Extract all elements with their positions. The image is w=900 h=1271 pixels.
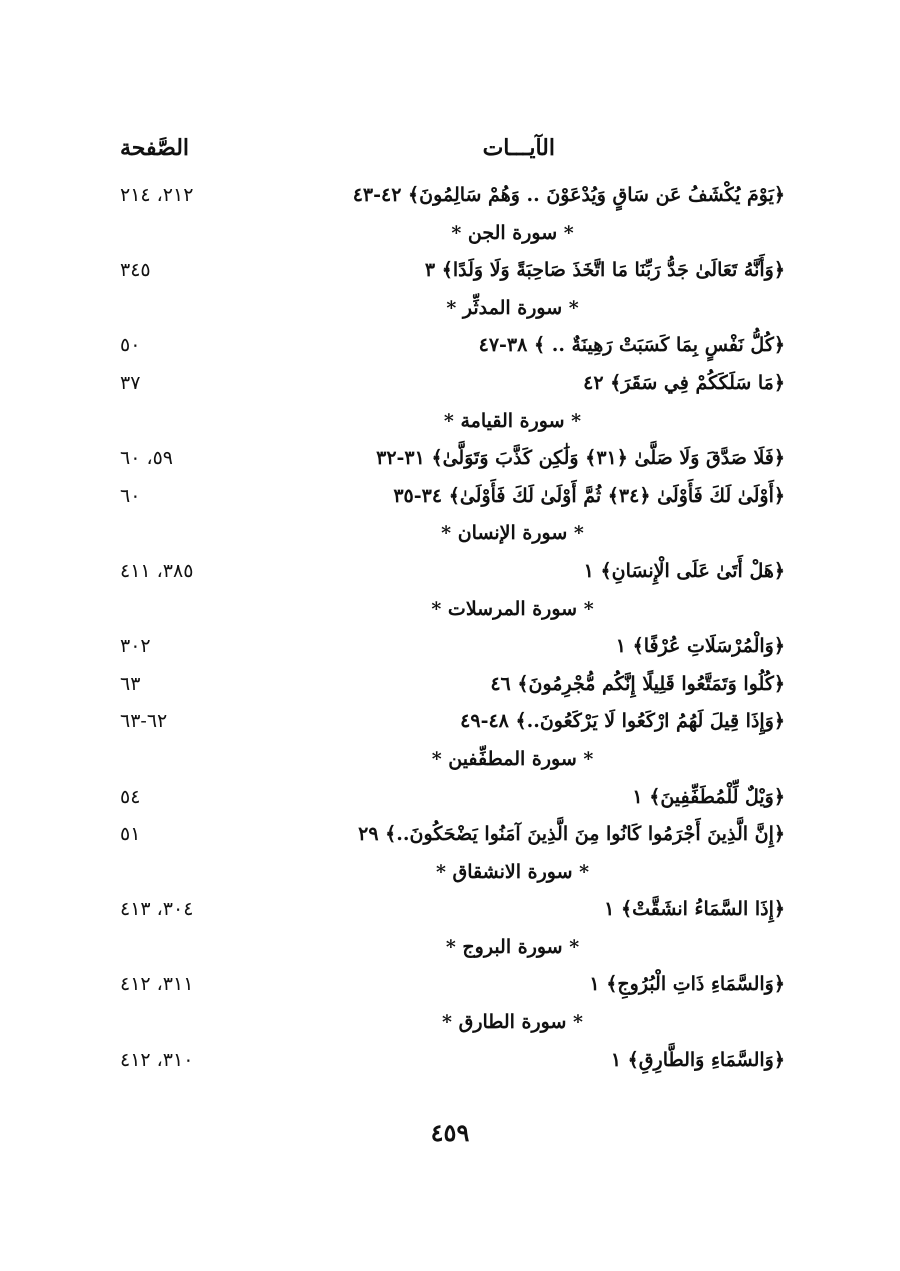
verse-text: ﴿هَلْ أَتَىٰ عَلَى الْإِنسَانِ﴾ ١	[583, 559, 785, 582]
surah-title: * سورة الانشقاق *	[435, 860, 590, 883]
page-column-header: الصَّفحة	[120, 135, 190, 161]
surah-heading	[120, 854, 785, 892]
verse-text: ﴿أَوْلَىٰ لَكَ فَأَوْلَىٰ ﴿٣٤﴾ ثُمَّ أَوْلَىٰ لَكَ فَأَوْلَىٰ﴾ ٣٤-٣٥	[393, 484, 785, 507]
verse-text: ﴿وَأَنَّهُ تَعَالَىٰ جَدُّ رَبِّنَا مَا اتَّخَذَ صَاحِبَةً وَلَا وَلَدًا﴾ ٣	[424, 259, 785, 282]
verse-row	[120, 628, 785, 666]
surah-heading	[120, 290, 785, 328]
verse-text: ﴿يَوْمَ يُكْشَفُ عَن سَاقٍ وَيُدْعَوْنَ .. وَهُمْ سَالِمُونَ﴾ ٤٢-٤٣	[352, 184, 785, 206]
verse-row	[120, 779, 785, 817]
verse-row	[120, 177, 785, 215]
page-references: ٢١٢، ٢١٤	[120, 184, 194, 206]
verse-row	[120, 252, 785, 290]
verse-text: ﴿إِنَّ الَّذِينَ أَجْرَمُوا كَانُوا مِنَ الَّذِينَ آمَنُوا يَضْحَكُونَ..﴾ ٢٩	[358, 823, 785, 846]
surah-title: * سورة الطارق *	[442, 1011, 583, 1034]
verse-row	[120, 553, 785, 591]
verse-text: ﴿وَإِذَا قِيلَ لَهُمُ ارْكَعُوا لَا يَرْكَعُونَ..﴾ ٤٨-٤٩	[460, 710, 785, 733]
verse-row	[120, 891, 785, 929]
surah-heading	[120, 215, 785, 253]
verse-row	[120, 440, 785, 478]
verse-row	[120, 816, 785, 854]
page-references: ٦٣	[120, 672, 141, 695]
page-references: ٣٤٥	[120, 259, 151, 282]
page-references: ٣٠٢	[120, 635, 151, 658]
surah-heading	[120, 741, 785, 779]
page-references: ٦٢-٦٣	[120, 710, 168, 733]
index-rows	[120, 177, 785, 1079]
verse-row	[120, 703, 785, 741]
surah-heading	[120, 929, 785, 967]
page-references: ٦٠	[120, 484, 141, 507]
verse-text: ﴿وَيْلٌ لِّلْمُطَفِّفِينَ﴾ ١	[632, 785, 785, 808]
page-references: ٣١١، ٤١٢	[120, 973, 194, 996]
verse-row	[120, 1042, 785, 1080]
surah-title: * سورة القيامة *	[443, 409, 582, 432]
surah-title: * سورة الجن *	[451, 221, 574, 244]
surah-title: * سورة المطفِّفين *	[431, 747, 594, 770]
page-references: ٥١	[120, 823, 141, 846]
surah-heading	[120, 515, 785, 553]
verse-row	[120, 966, 785, 1004]
page-references: ٣٠٤، ٤١٣	[120, 898, 194, 921]
surah-heading	[120, 403, 785, 441]
verse-text: ﴿وَالسَّمَاءِ ذَاتِ الْبُرُوجِ﴾ ١	[589, 973, 785, 996]
surah-title: * سورة البروج *	[445, 935, 580, 958]
verse-text: ﴿وَالسَّمَاءِ وَالطَّارِقِ﴾ ١	[610, 1048, 785, 1071]
surah-heading	[120, 1004, 785, 1042]
surah-heading	[120, 591, 785, 629]
verse-row	[120, 327, 785, 365]
verse-row	[120, 666, 785, 704]
verse-text: ﴿فَلَا صَدَّقَ وَلَا صَلَّىٰ ﴿٣١﴾ وَلَٰكِن كَذَّبَ وَتَوَلَّىٰ﴾ ٣١-٣٢	[376, 447, 785, 470]
table-header	[120, 135, 785, 177]
page-references: ٣٧	[120, 371, 141, 394]
page-references: ٣١٠، ٤١٢	[120, 1048, 194, 1071]
verse-text: ﴿كُلُوا وَتَمَتَّعُوا قَلِيلًا إِنَّكُم مُّجْرِمُونَ﴾ ٤٦	[490, 672, 785, 695]
verse-text: ﴿مَا سَلَكَكُمْ فِي سَقَرَ﴾ ٤٢	[583, 371, 785, 394]
page-references: ٥٠	[120, 334, 141, 357]
verse-text: ﴿كُلُّ نَفْسٍ بِمَا كَسَبَتْ رَهِينَةٌ .. ﴾ ٣٨-٤٧	[478, 334, 785, 357]
verse-row	[120, 478, 785, 516]
verse-text: ﴿إِذَا السَّمَاءُ انشَقَّتْ﴾ ١	[604, 898, 785, 921]
page-references: ٥٩، ٦٠	[120, 447, 174, 470]
verses-column-header: الآيـــات	[482, 135, 555, 161]
surah-title: * سورة المدثِّر *	[446, 296, 579, 319]
page-references: ٣٨٥، ٤١١	[120, 559, 194, 582]
page-number: ٤٥٩	[430, 1118, 470, 1147]
verse-row	[120, 365, 785, 403]
page-references: ٥٤	[120, 785, 141, 808]
surah-title: * سورة المرسلات *	[431, 597, 594, 620]
index-page	[120, 135, 785, 1079]
surah-title: * سورة الإنسان *	[441, 522, 584, 545]
verse-text: ﴿وَالْمُرْسَلَاتِ عُرْفًا﴾ ١	[615, 635, 785, 658]
